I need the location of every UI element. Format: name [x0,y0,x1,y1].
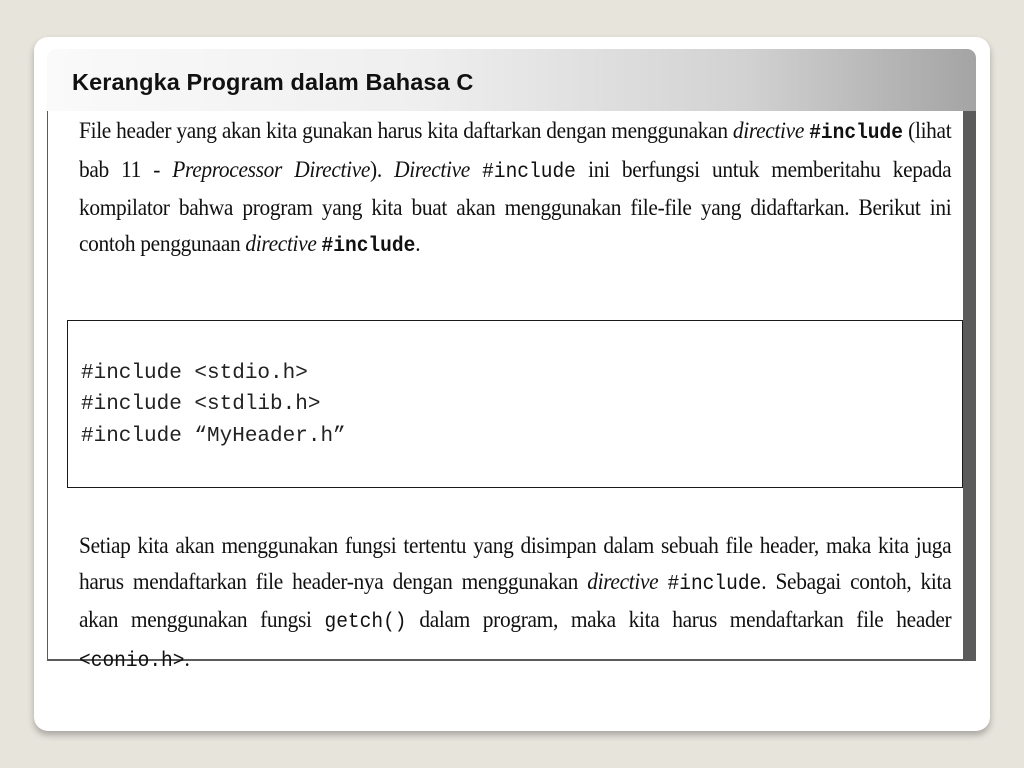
slide-title-bar [47,49,976,111]
paragraph-example [79,528,951,679]
italic-term: Directive [394,156,470,182]
code-header-name: <conio.h> [79,649,185,673]
code-line: #include “MyHeader.h” [81,425,346,448]
text-run: dalam program, maka kita harus mendaftarkan file header [406,607,952,632]
code-line: #include <stdio.h> [81,362,308,385]
text-run: (lihat bab 11 - [79,118,952,182]
code-keyword: #include [809,122,903,145]
code-line: #include <stdlib.h> [81,393,321,416]
text-run: File header yang akan kita gunakan harus kita daftarkan dengan menggunakan [79,118,733,143]
italic-term: directive [587,568,659,594]
slide [34,37,990,731]
italic-term: directive [245,230,317,256]
italic-term: directive [732,118,805,143]
italic-term: Preprocessor Directive [172,156,371,182]
code-keyword: #include [667,572,762,596]
paragraph-intro [79,113,951,264]
slide-title: Kerangka Program dalam Bahasa C [72,69,474,95]
document-image [48,111,963,673]
text-run: . Sebagai contoh, kita akan menggunakan fungsi [79,568,952,632]
text-run: ini berfungsi untuk memberitahu kepada kompilator bahwa program yang kita buat akan menggunakan file-file yang didaftarkan. Berikut ini contoh penggunaan [79,156,952,256]
code-keyword: #include [321,234,416,258]
code-example-box [67,320,963,488]
code-function: getch() [324,611,407,634]
text-run: Setiap kita akan menggunakan fungsi tertentu yang disimpan dalam sebuah file header, maka kita juga harus mendaftarkan file header-nya dengan menggunakan [79,533,952,594]
text-run: . [415,230,421,256]
code-keyword: #include [482,160,576,184]
text-run: ). [370,156,395,182]
text-run: . [184,645,190,671]
